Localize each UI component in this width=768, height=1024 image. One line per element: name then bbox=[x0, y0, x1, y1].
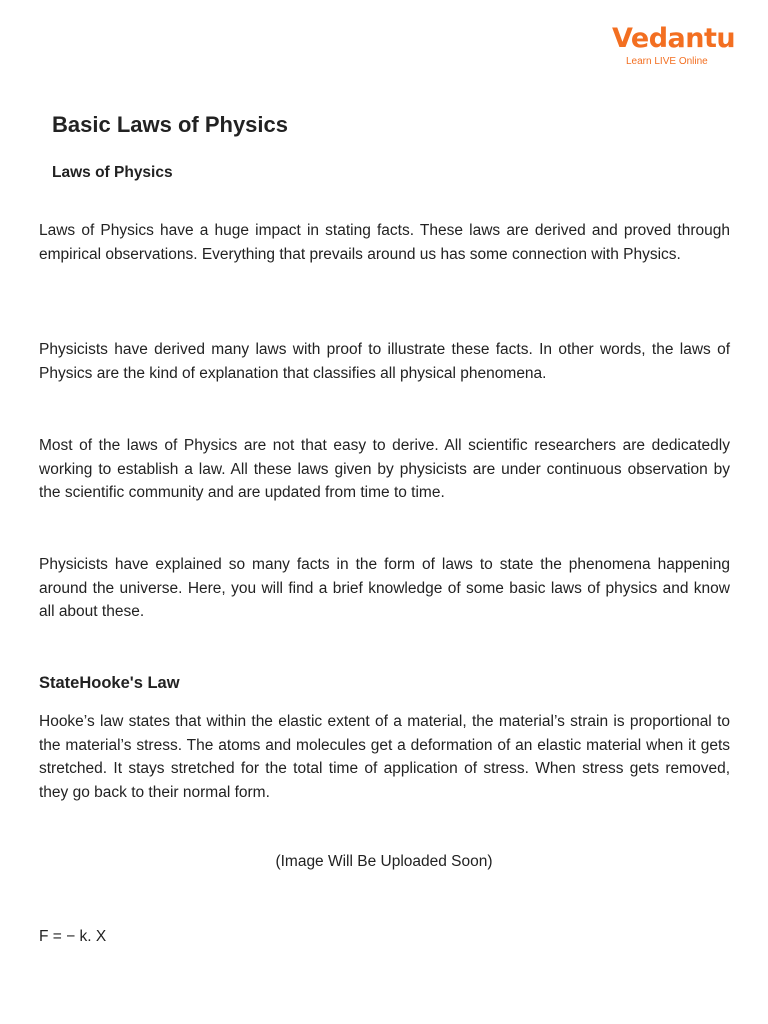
intro-paragraph-1: Laws of Physics have a huge impact in stating facts. These laws are derived and proved through empirical observations. Everything that prevails around us has some connection with Physics. bbox=[39, 222, 730, 263]
hookes-law-formula: F = − k. X bbox=[39, 928, 107, 945]
section-heading-hookes-law: StateHooke's Law bbox=[39, 674, 180, 692]
vedantu-logo bbox=[612, 22, 736, 74]
logo-wordmark: Vedantu bbox=[612, 23, 736, 54]
page-title: Basic Laws of Physics bbox=[52, 112, 288, 137]
hookes-law-paragraph: Hooke’s law states that within the elastic extent of a material, the material’s strain is proportional to the material’s stress. The atoms and molecules get a deformation of an elastic material when it gets stretched. It stays stretched for the total time of application of stress. When stress gets removed, they go back to their normal form. bbox=[39, 713, 730, 801]
intro-paragraph-4: Physicists have explained so many facts in the form of laws to state the phenomena happening around the universe. Here, you will find a brief knowledge of some basic laws of physics and know all about these. bbox=[39, 556, 730, 620]
intro-paragraph-3: Most of the laws of Physics are not that easy to derive. All scientific researchers are dedicatedly working to establish a law. All these laws given by physicists are under continuous observation by the scientific community and are updated from time to time. bbox=[39, 437, 730, 501]
page-subtitle: Laws of Physics bbox=[52, 164, 173, 181]
image-placeholder-text: (Image Will Be Uploaded Soon) bbox=[275, 853, 493, 870]
logo-tagline: Learn LIVE Online bbox=[626, 56, 708, 67]
intro-paragraph-2: Physicists have derived many laws with proof to illustrate these facts. In other words, the laws of Physics are the kind of explanation that classifies all physical phenomena. bbox=[39, 341, 730, 382]
